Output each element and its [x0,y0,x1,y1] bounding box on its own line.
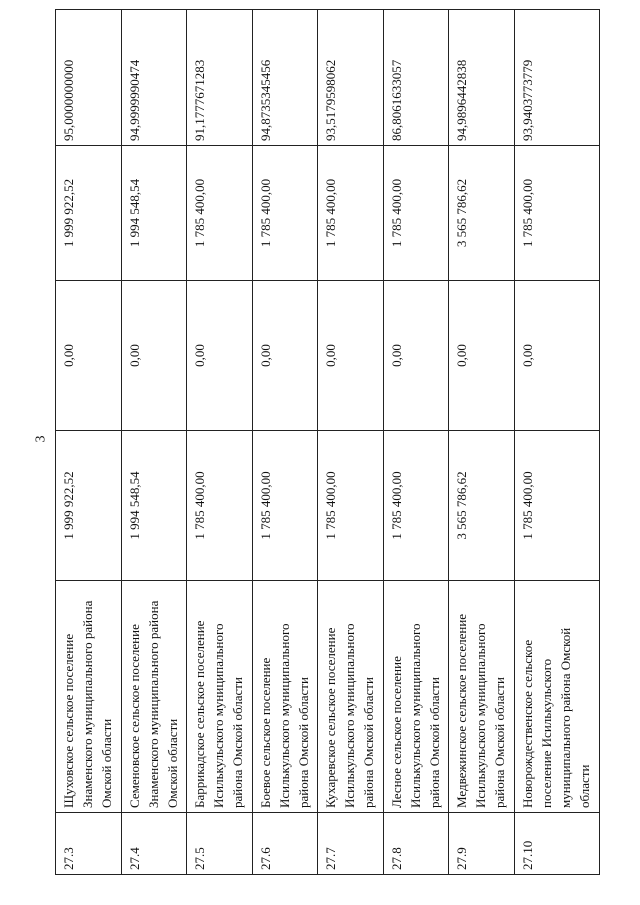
percent-cell: 94,9999990474 [121,10,187,146]
amount-zero-cell: 0,00 [318,281,384,431]
table-row [56,10,122,875]
amount-zero-cell: 0,00 [449,281,515,431]
amount-zero-cell: 0,00 [383,281,449,431]
percent-cell: 95,0000000000 [56,10,122,146]
amount-allocated-cell: 1 999 922,52 [56,146,122,281]
row-number-cell: 27.9 [449,813,515,875]
percent-cell: 94,8735345456 [252,10,318,146]
row-number-cell: 27.8 [383,813,449,875]
percent-cell: 93,5179598062 [318,10,384,146]
table-row [252,10,318,875]
amount-total-cell: 1 999 922,52 [56,431,122,581]
amount-total-cell: 1 785 400,00 [514,431,599,581]
amount-allocated-cell: 1 785 400,00 [514,146,599,281]
amount-total-cell: 1 785 400,00 [318,431,384,581]
percent-cell: 93,9403773779 [514,10,599,146]
table-row [121,10,187,875]
amount-allocated-cell: 1 785 400,00 [252,146,318,281]
amount-allocated-cell: 3 565 786,62 [449,146,515,281]
allocation-table [55,9,600,875]
percent-cell: 86,8061633057 [383,10,449,146]
amount-total-cell: 1 785 400,00 [187,431,253,581]
settlement-name-cell: Кухаревское сельское поселение Исилькульского муниципального района Омской области [318,581,384,813]
amount-zero-cell: 0,00 [514,281,599,431]
amount-allocated-cell: 1 785 400,00 [318,146,384,281]
amount-zero-cell: 0,00 [56,281,122,431]
amount-allocated-cell: 1 994 548,54 [121,146,187,281]
amount-total-cell: 1 785 400,00 [252,431,318,581]
settlement-name-cell: Новорождественское сельское поселение Исилькульского муниципального района Омской области [514,581,599,813]
settlement-name-cell: Семеновское сельское поселение Знаменского муниципального района Омской области [121,581,187,813]
settlement-name-cell: Баррикадское сельское поселение Исилькульского муниципального района Омской области [187,581,253,813]
rotated-table-wrapper [55,10,600,875]
page-number: 3 [33,435,49,443]
amount-allocated-cell: 1 785 400,00 [383,146,449,281]
table-row [318,10,384,875]
percent-cell: 94,9896442838 [449,10,515,146]
table-row [187,10,253,875]
row-number-cell: 27.4 [121,813,187,875]
table-row [514,10,599,875]
amount-total-cell: 1 785 400,00 [383,431,449,581]
amount-allocated-cell: 1 785 400,00 [187,146,253,281]
table-row [383,10,449,875]
percent-cell: 91,1777671283 [187,10,253,146]
amount-zero-cell: 0,00 [252,281,318,431]
settlement-name-cell: Медвежинское сельское поселение Исилькульского муниципального района Омской области [449,581,515,813]
row-number-cell: 27.7 [318,813,384,875]
table-row [449,10,515,875]
settlement-name-cell: Лесное сельское поселение Исилькульского муниципального района Омской области [383,581,449,813]
amount-zero-cell: 0,00 [121,281,187,431]
row-number-cell: 27.6 [252,813,318,875]
table-body [56,10,600,875]
row-number-cell: 27.3 [56,813,122,875]
row-number-cell: 27.5 [187,813,253,875]
settlement-name-cell: Щуховское сельское поселение Знаменского муниципального района Омской области [56,581,122,813]
amount-zero-cell: 0,00 [187,281,253,431]
amount-total-cell: 1 994 548,54 [121,431,187,581]
settlement-name-cell: Боевое сельское поселение Исилькульского муниципального района Омской области [252,581,318,813]
amount-total-cell: 3 565 786,62 [449,431,515,581]
row-number-cell: 27.10 [514,813,599,875]
